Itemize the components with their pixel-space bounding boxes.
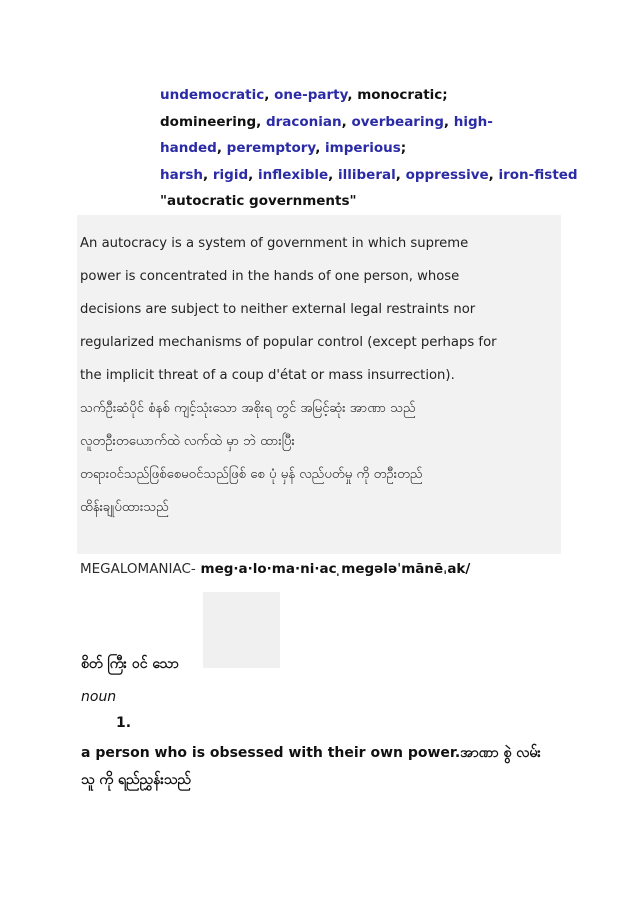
synonym-link-oppressive[interactable]: oppressive xyxy=(405,166,489,183)
separator: , xyxy=(315,140,326,156)
synonym-link-undemocratic[interactable]: undemocratic xyxy=(160,87,265,103)
definition-paragraph xyxy=(80,227,562,524)
definition-line: An autocracy is a system of government in which supreme xyxy=(80,236,469,251)
synonym-link-one-party[interactable]: one-party xyxy=(274,87,348,103)
headword-label: MEGALOMANIAC- xyxy=(80,561,196,577)
separator: , xyxy=(488,166,499,183)
separator: , xyxy=(443,113,454,130)
definition-line: regularized mechanisms of popular control (except perhaps for xyxy=(80,335,497,350)
synonym-line-4 xyxy=(160,162,580,189)
definition-box xyxy=(77,215,561,554)
separator: , xyxy=(341,113,352,130)
synonym-link-peremptory[interactable]: peremptory xyxy=(226,140,316,156)
burmese-translation-line: တရားဝင်သည်ဖြစ်စေမဝင်သည်ဖြစ် စေ ပုံ မှန် လည်ပတ်မှု ကို တဦးတည် xyxy=(80,467,423,482)
synonym-link-illiberal[interactable]: illiberal xyxy=(338,166,396,183)
definition-line: decisions are subject to neither external legal restraints nor xyxy=(80,302,476,317)
definition-line: the implicit threat of a coup d'état or mass insurrection). xyxy=(80,368,455,383)
sense-line: သူ ကို ရည်ညွှန်းသည် xyxy=(81,772,191,788)
separator: , xyxy=(203,166,213,183)
separator: , xyxy=(256,113,266,130)
synonym-line-2 xyxy=(160,109,580,136)
synonym-text-domineering: domineering xyxy=(160,113,257,130)
separator: , xyxy=(216,140,227,156)
synonym-link-iron-fisted[interactable]: iron-fisted xyxy=(498,166,578,183)
synonym-block xyxy=(160,82,580,215)
separator: , xyxy=(248,166,258,183)
synonym-link-draconian[interactable]: draconian xyxy=(265,113,342,130)
headword-line xyxy=(80,561,470,577)
synonym-link-imperious[interactable]: imperious xyxy=(325,140,401,156)
image-placeholder xyxy=(203,592,280,668)
burmese-translation-line: လူတဦးတယောက်ထဲ လက်ထဲ မှာ ဘဲ ထားပြီး xyxy=(80,434,295,449)
separator: , xyxy=(395,166,406,183)
synonym-text-monocratic: , monocratic; xyxy=(347,87,448,103)
separator: ; xyxy=(400,140,407,156)
usage-example: "autocratic governments" xyxy=(160,193,357,209)
separator: , xyxy=(328,166,338,183)
synonym-line-3 xyxy=(160,135,580,162)
burmese-translation-line: ထိန်းချုပ်ထားသည် xyxy=(80,500,169,515)
synonym-link-high-handed-part2[interactable]: handed xyxy=(160,140,217,156)
sense-line: a person who is obsessed with their own power.အာဏာ စွဲ လမ်း xyxy=(81,745,541,761)
sense-definition xyxy=(81,740,561,794)
sense-number: 1. xyxy=(116,715,132,731)
pronunciation: meg·a·lo·ma·ni·ac ̩megələˈmānēˌak/ xyxy=(195,561,471,577)
separator: , xyxy=(264,87,275,103)
synonym-link-overbearing[interactable]: overbearing xyxy=(351,113,444,130)
synonym-link-rigid[interactable]: rigid xyxy=(212,166,249,183)
synonym-link-harsh[interactable]: harsh xyxy=(160,166,204,183)
definition-line: power is concentrated in the hands of one person, whose xyxy=(80,269,460,284)
synonym-link-high-handed-part1[interactable]: high- xyxy=(453,113,493,130)
burmese-translation-line: သက်ဦးဆံပိုင် စံနစ် ကျင့်သုံးသော အစိုးရ တွင် အမြင့်ဆုံး အာဏာ သည် xyxy=(80,401,416,416)
part-of-speech: noun xyxy=(81,689,117,705)
synonym-line-1 xyxy=(160,82,580,109)
synonym-link-inflexible[interactable]: inflexible xyxy=(257,166,329,183)
burmese-headword: စိတ် ကြီး ဝင် သော xyxy=(81,656,179,672)
